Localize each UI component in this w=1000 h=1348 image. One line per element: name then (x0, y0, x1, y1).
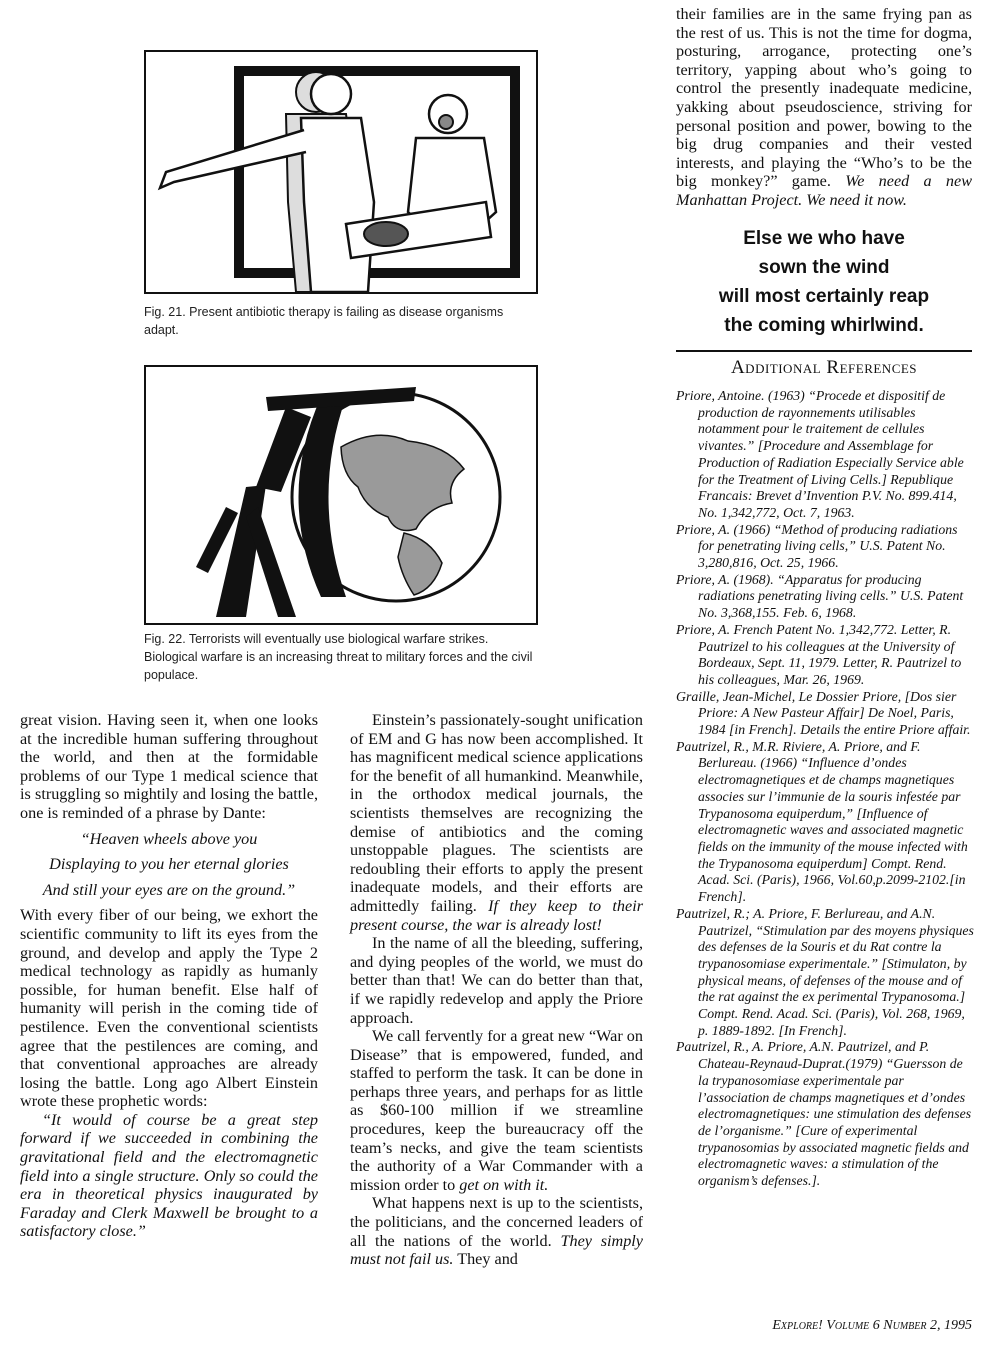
reference-item: Pautrizel, R., M.R. Riviere, A. Priore, and F. Berlureau. (1966) “Influence d’ondes electromagnetiques et de champs magnetiques associes sur l’immunie de la souris infestée par Trypanosoma equiperdum,” [Influence of electromagnetic waves and associated magnetic fields on the immunity of the mouse infected with the Trypanosoma equiperdum] Compt. Rend. Acad. Sci. (Paris), 1966, Vol.60,p.2099-2102.[in French]. (676, 738, 968, 905)
col2-p3-text: We call fervently for a great new “War on Disease” that is empowered, funded, and staffed to perform the task. It can be done in perhaps three years, and perhaps for as little as $60-100 million if we streamline procedures, keep the bureaucracy off the team’s necks, and give the team scientists the authority of a War Commander with a mission order to (350, 1027, 643, 1194)
dante-verse-line-2: Displaying to you her eternal glories (49, 855, 289, 874)
col2-p3-emphasis: get on with it. (459, 1175, 549, 1194)
reference-item: Priore, A. French Patent No. 1,342,772. Letter, R. Pautrizel to his colleagues at the University of Bordeaux, Sept. 11, 1979. Letter, R. Pautrizel to his colleagues, Mar. 26, 1969. (676, 621, 962, 687)
references-rule (676, 350, 972, 352)
reference-item: Graille, Jean-Michel, Le Dossier Priore, [Dos sier Priore: A New Pasteur Affair] De Noel, Paris, 1984 [in French]. Details the entire Priore affair. (676, 688, 971, 738)
reference-item: Pautrizel, R.; A. Priore, F. Berlureau, and A.N. Pautrizel, “Stimulation par des moyens physiques des defenses de la Souris et du Rat contre la trypanosomiase experimentale.” [Stimulaton, by physical means, of defenses of the mouse and of the rat against the ex perimental Trypanosoma.] Compt. Rend. Acad. Sci. (Paris), Vol. 268, 1969, p. 1889-1892. [In French]. (676, 905, 974, 1038)
col2-p1-text: Einstein’s passionately-sought unification of EM and G has now been accomplished. It has magnificent medical science applications for the benefit of all humankind. Meanwhile, in the orthodox medical journals, the scientists themselves are recognizing the demise of antibiotics and the coming unstoppable plagues. The scientists are redoubling their efforts to apply the present inadequate models, and their efforts are admittedly failing. (350, 711, 643, 915)
col1-paragraph-1: great vision. Having seen it, when one looks at the incredible human suffering throughout the world, and then at the formidable problems of our Type 1 medical science that is struggling so mightily and losing the battle, one is reminded of a phrase by Dante: (20, 711, 318, 822)
page-footer: Explore! Volume 6 Number 2, 1995 (772, 1318, 972, 1333)
references-list (676, 388, 974, 1190)
reference-item: Pautrizel, R., A. Priore, A.N. Pautrizel, and P. Chateau-Reynaud-Duprat.(1979) “Guersson de la trypanosomiase experimentale par l’association de champs magnetiques et d’ondes electromagnetiques: une stimulation des defenses de l’organisme.” [Cure of experimental trypanosomias by associated magnetic fields and electromagnetic waves: a stimulation of the organism’s defenses.]. (676, 1039, 972, 1189)
col2-paragraph-1 (350, 711, 643, 934)
whirlwind-line-4: the coming whirlwind. (724, 315, 924, 336)
whirlwind-line-1: Else we who have (743, 228, 905, 249)
dante-verse-line-1: “Heaven wheels above you (80, 829, 258, 848)
col3-p1-emphasis: We need a new Manhattan Project. We need it now. (676, 172, 972, 209)
column-3-text (676, 5, 972, 210)
figure-21-caption: Fig. 21. Present antibiotic therapy is failing as disease organisms adapt. (144, 305, 504, 337)
col2-p4-tail: They and (457, 1250, 518, 1269)
reference-item: Priore, A. (1966) “Method of producing radiations for penetrating living cells,” U.S. Patent No. 3,280,816, Oct. 25, 1966. (676, 521, 958, 571)
whirlwind-line-3: will most certainly reap (718, 286, 930, 307)
whirlwind-callout (676, 224, 972, 340)
antibiotic-failure-illustration (146, 52, 536, 292)
whirlwind-line-2: sown the wind (758, 257, 890, 278)
col2-p4-emphasis: They simply must not fail us. (350, 1231, 643, 1269)
dante-verse-line-3: And still your eyes are on the ground.” (42, 880, 296, 899)
reference-item: Priore, Antoine. (1963) “Procede et dispositif de production de rayonnements utilisables notamment pour le traitement de cellules vivantes.” [Procedure and Assemblage for Production of Radiation Especially Service able for the Treatment of Living Cells.] Republique Francais: Brevet d’Invention P.V. No. 899.414, No. 1,342,772, Oct. 7, 1963. (676, 388, 964, 520)
biological-warfare-illustration (146, 367, 536, 623)
col1-paragraph-2: With every fiber of our being, we exhort the scientific community to lift its eyes from the ground, and develop and apply the Type 2 medical technology as rapidly as humanly possible, for human benefit. Else half of humanity will perish in the coming tide of pestilence. Even the conventional scientists agree that the pestilences are coming, and that conventional approaches are already losing the battle. Long ago Albert Einstein wrote these prophetic words: (20, 906, 318, 1111)
col3-paragraph-1 (676, 5, 972, 210)
einstein-quote: “It would of course be a great step forward if we succeeded in combining the gravitational field and the electromagnetic field into a single structure. Only so could the era in theoretical physics inaugurated by Faraday and Clerk Maxwell be brought to a satisfactory close.” (20, 1110, 318, 1241)
column-2 (350, 711, 643, 1269)
column-1 (20, 711, 318, 1241)
col2-p1-emphasis: If they keep to their present course, the war is already lost! (350, 896, 643, 934)
col2-paragraph-2: In the name of all the bleeding, suffering, and dying peoples of the world, we must do better than that! We can do better than that, if we rapidly redevelop and apply the Priore approach. (350, 934, 643, 1027)
references-title: Additional References (730, 357, 918, 378)
col2-paragraph-3 (350, 1027, 643, 1194)
reference-item: Priore, A. (1968). “Apparatus for producing radiations penetrating living cells.” U.S. Patent No. 3,368,155. Feb. 6, 1968. (676, 571, 964, 621)
figure-21-illustration (144, 50, 538, 294)
col3-p1-text: their families are in the same frying pan as the rest of us. This is not the time for dogma, posturing, arrogance, protecting one’s territory, yapping about who’s going to control the presently inadequate medicine, yakking about pseudoscience, striving for personal position and power, bowing to the big drug companies and their vested interests, and playing the “Who’s to be the big monkey?” game. (676, 5, 972, 191)
figure-22-illustration (144, 365, 538, 625)
figure-22-caption: Fig. 22. Terrorists will eventually use biological warfare strikes. Biological warfare is an increasing threat to military forces and the civil populace. (144, 632, 533, 682)
col2-p4-text: What happens next is up to the scientists, the politicians, and the concerned leaders of all the nations of the world. (350, 1194, 643, 1250)
col2-paragraph-4 (350, 1194, 643, 1268)
